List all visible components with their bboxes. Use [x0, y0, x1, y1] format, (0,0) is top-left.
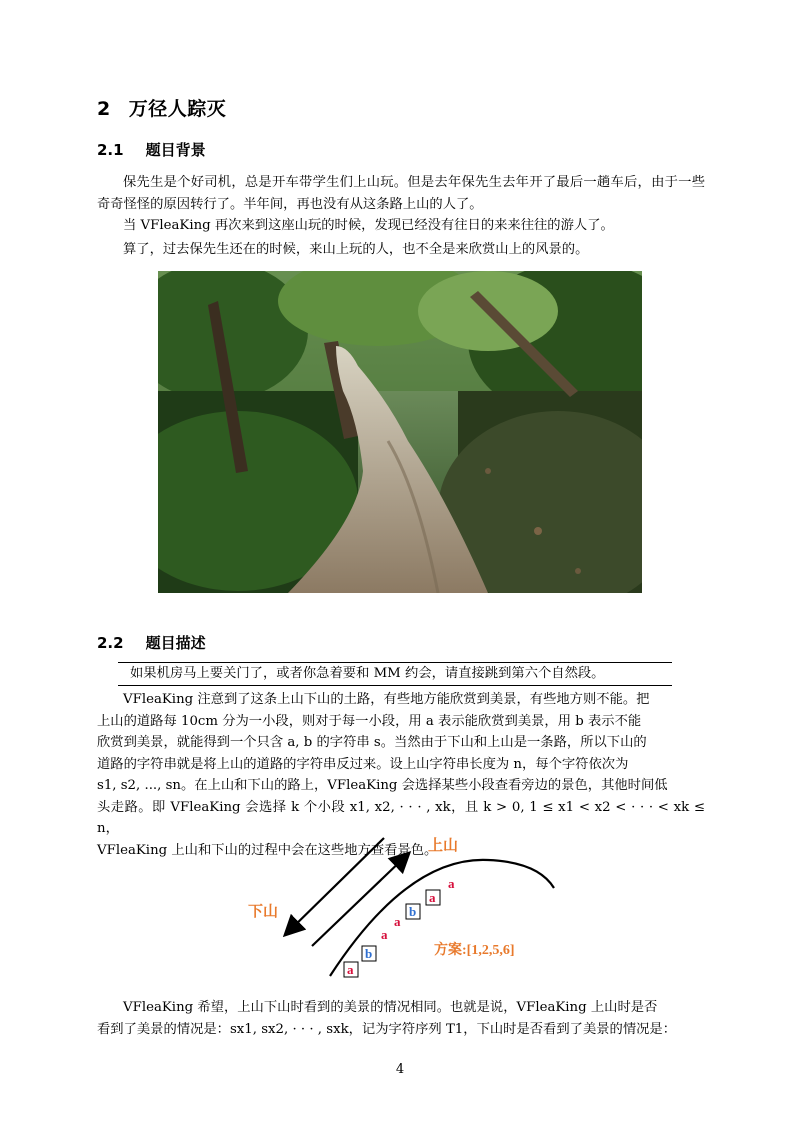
subsection-heading-description: [97, 632, 206, 653]
final-paragraph: [97, 997, 705, 1040]
description-line: VFleaKing 上山和下山的过程中会在这些地方查看景色。: [97, 842, 438, 858]
box-char: b: [409, 904, 417, 919]
section-number: 2: [97, 98, 111, 120]
box-char: a: [347, 962, 354, 977]
subsection-number: 2.1: [97, 141, 124, 159]
description-line: 欣赏到美景，就能得到一个只含 a, b 的字符串 s。当然由于下山和上山是一条路，所以下山的: [97, 735, 647, 750]
free-char: a: [381, 927, 388, 942]
downhill-label: 下山: [248, 904, 279, 920]
description-line: VFleaKing 注意到了这条上山下山的土路，有些地方能欣赏到美景，有些地方则不能。把: [123, 692, 650, 707]
description-line: s1, s2, ..., sn。在上山和下山的路上，VFleaKing 会选择某些小段查看旁边的景色，其他时间低: [97, 778, 668, 793]
forest-path-photo: [158, 271, 642, 593]
page-number: 4: [395, 1062, 405, 1077]
path-diagram: [238, 826, 568, 986]
section-heading: [97, 94, 226, 121]
box-char: a: [429, 890, 436, 905]
description-line: 道路的字符串就是将上山的道路的字符串反过来。设上山字符串长度为 n，每个字符依次为: [97, 756, 629, 772]
description-line: 头走路。即 VFleaKing 会选择 k 个小段 x1, x2, · · · , xk，且 k > 0, 1 ≤ x1 < x2 < · · · < xk ≤ n，: [97, 799, 705, 836]
description-line: 上山的道路每 10cm 分为一小段，则对于每一小段，用 a 表示能欣赏到美景，用 b 表示不能: [97, 713, 642, 729]
background-paragraph-2: 当 VFleaKing 再次来到这座山玩的时候，发现已经没有往日的来来往往的游人了。: [123, 218, 614, 233]
downhill-arrow: [286, 838, 384, 934]
subsection-title: 题目背景: [145, 141, 206, 159]
background-paragraph-1: 保先生是个好司机，总是开车带学生们上山玩。但是去年保先生去年开了最后一趟车后，由于一些奇奇怪怪的原因转行了。半年间，再也没有从这条路上山的人了。: [97, 175, 705, 212]
subsection-title: 题目描述: [145, 634, 206, 652]
subsection-heading-background: [97, 139, 206, 160]
box-char: b: [365, 946, 373, 961]
free-char: a: [394, 914, 401, 929]
subsection-number: 2.2: [97, 634, 124, 652]
plan-label: 方案:[1,2,5,6]: [434, 943, 515, 958]
free-char: a: [448, 876, 455, 891]
section-title: 万径人踪灭: [128, 98, 227, 120]
final-line: VFleaKing 希望，上山下山时看到的美景的情况相同。也就是说，VFleaKing 上山时是否: [123, 1000, 658, 1015]
background-paragraph-3: 算了，过去保先生还在的时候，来山上玩的人，也不全是来欣赏山上的风景的。: [123, 242, 589, 257]
uphill-label: 上山: [428, 838, 459, 854]
final-line: 看到了美景的情况是：sx1, sx2, · · · , sxk，记为字符序列 T1，下山时是否看到了美景的情况是：: [97, 1021, 677, 1037]
skip-notice: 如果机房马上要关门了，或者你急着要和 MM 约会，请直接跳到第六个自然段。: [118, 662, 672, 686]
